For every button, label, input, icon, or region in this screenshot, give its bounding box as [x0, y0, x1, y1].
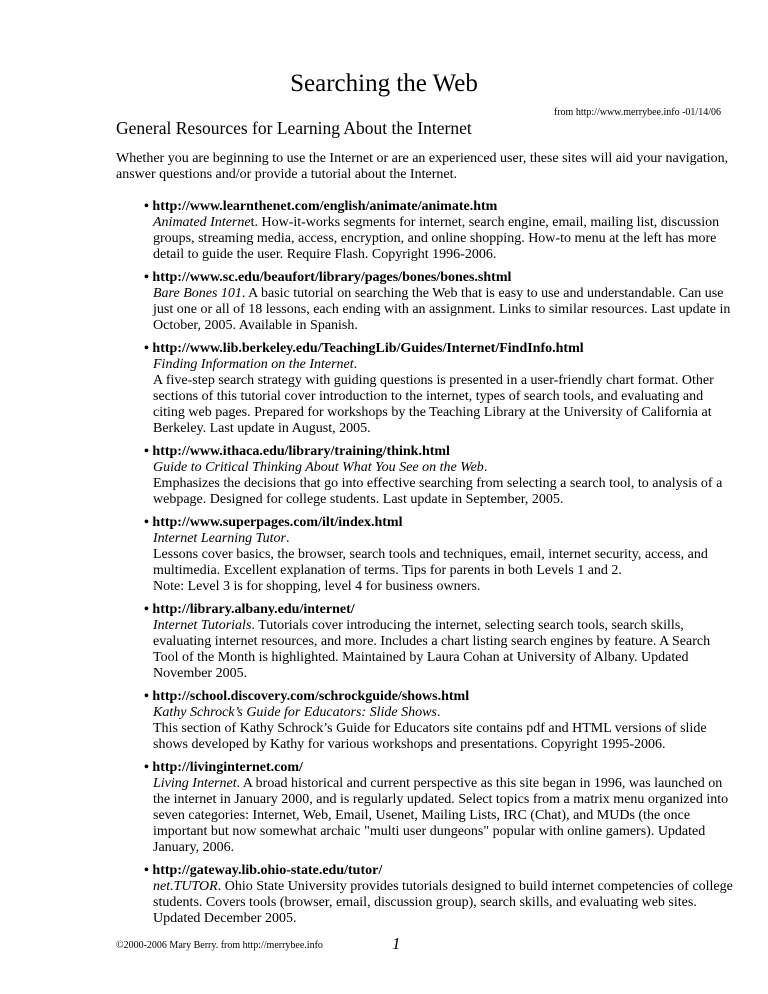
bullet-icon: • [144, 341, 149, 356]
bullet-icon: • [144, 602, 149, 617]
resource-title: Internet Learning Tutor [153, 531, 287, 546]
resource-item [144, 760, 737, 856]
resource-url-line [144, 602, 737, 618]
resource-url-line [144, 863, 737, 879]
page-title: Searching the Web [290, 70, 478, 97]
bullet-icon: • [144, 270, 149, 285]
resource-link[interactable]: http://www.learnthenet.com/english/animate/animate.htm [152, 199, 498, 214]
resource-title: Animated Interne [153, 215, 251, 230]
resource-title-punct: . [436, 705, 441, 720]
resource-item [144, 863, 737, 927]
resource-title-punct: . [286, 531, 290, 546]
bullet-icon: • [144, 199, 149, 214]
resource-link[interactable]: http://www.sc.edu/beaufort/library/pages/bones/bones.shtml [152, 270, 512, 285]
resource-description [153, 618, 737, 682]
resource-paragraph [153, 357, 737, 373]
resource-title: Internet Tutorials [153, 618, 252, 633]
resource-link[interactable]: http://school.discovery.com/schrockguide/shows.html [152, 689, 470, 704]
source-note: from http://www.merrybee.info -01/14/06 [553, 107, 721, 118]
resource-paragraph [153, 618, 737, 682]
resource-paragraph: A five-step search strategy with guiding questions is presented in a user-friendly chart format. Other sections of this tutorial cover introduction to the internet, types of search tools, and evaluating and citing web pages. Prepared for workshops by the Teaching Library at the University of California at Berkeley. Last update in August, 2005. [153, 373, 714, 436]
resource-link[interactable]: http://gateway.lib.ohio-state.edu/tutor/ [152, 863, 383, 878]
resource-paragraph [153, 776, 737, 856]
resource-text: Tutorials cover introducing the internet, selecting search tools, search skills, evaluating internet resources, and more. Includes a chart listing search engines by feature. A Search Tool of the Month is highlighted. Maintained by Laura Cohan at University of Albany. Updated November 2005. [153, 618, 711, 681]
resource-description [153, 286, 737, 334]
resource-item [144, 689, 737, 753]
resource-url-line [144, 341, 737, 357]
resource-url-line [144, 515, 737, 531]
resource-item [144, 444, 737, 508]
bullet-icon: • [144, 689, 149, 704]
resource-description [153, 215, 737, 263]
resource-url-line [144, 760, 737, 776]
resource-title-punct: . [236, 776, 241, 791]
resource-title: Living Internet [153, 776, 237, 791]
resource-link[interactable]: http://www.superpages.com/ilt/index.html [152, 515, 403, 530]
section-heading: General Resources for Learning About the Internet [116, 118, 472, 138]
resource-paragraph [153, 460, 737, 476]
resource-title: Guide to Critical Thinking About What You See on the Web [153, 460, 484, 475]
resource-text: A basic tutorial on searching the Web that is easy to use and understandable. Can use just one or all of 18 lessons, each ending with an assignment. Links to similar resources. Last update in October, 2005. Available in Spanish. [153, 286, 731, 333]
resource-url-line [144, 199, 737, 215]
resource-paragraph: Note: Level 3 is for shopping, level 4 for business owners. [153, 579, 481, 594]
resource-link[interactable]: http://www.lib.berkeley.edu/TeachingLib/Guides/Internet/FindInfo.html [152, 341, 584, 356]
resource-paragraph: Emphasizes the decisions that go into effective searching from selecting a search tool, to analysis of a webpage. Designed for college students. Last update in September, 2005. [153, 476, 723, 507]
resource-paragraph: This section of Kathy Schrock’s Guide for Educators site contains pdf and HTML versions of slide shows developed by Kathy for various workshops and presentations. Copyright 1995-2006. [153, 721, 707, 752]
bullet-icon: • [144, 760, 149, 775]
resource-text: Ohio State University provides tutorials designed to build internet competencies of college students. Covers tools (browser, email, discussion group), search skills, and evaluating web sites. Updated December 2005. [153, 879, 733, 926]
resource-title-punct: . [217, 879, 222, 894]
resource-text: How-it-works segments for internet, search engine, email, mailing list, discussion groups, streaming media, access, encryption, and online shopping. How-to menu at the left has more detail to guide the user. Require Flash. Copyright 1996-2006. [153, 215, 720, 262]
resource-item [144, 602, 737, 682]
resource-url-line [144, 444, 737, 460]
resource-paragraph [153, 879, 737, 927]
intro-paragraph: Whether you are beginning to use the Internet or are an experienced user, these sites will aid your navigation, answer questions and/or provide a tutorial about the Internet. [116, 151, 729, 182]
resource-link[interactable]: http://library.albany.edu/internet/ [152, 602, 355, 617]
resource-title-punct: . [251, 618, 255, 633]
resource-list [144, 199, 737, 934]
footer-copyright: ©2000-2006 Mary Berry. from http://merrybee.info [116, 940, 323, 951]
resource-description [153, 531, 737, 595]
resource-paragraph [153, 531, 737, 547]
resource-item [144, 341, 737, 437]
bullet-icon: • [144, 515, 149, 530]
resource-item [144, 270, 737, 334]
resource-item [144, 199, 737, 263]
resource-paragraph [153, 215, 737, 263]
resource-title-punct: t. [250, 215, 258, 230]
resource-title-punct: . [483, 460, 488, 475]
resource-paragraph [153, 286, 737, 334]
resource-description [153, 879, 737, 927]
resource-title: Finding Information on the Internet [153, 357, 354, 372]
bullet-icon: • [144, 444, 149, 459]
resource-url-line [144, 689, 737, 705]
resource-paragraph: Lessons cover basics, the browser, search tools and techniques, email, internet security, access, and multimedia. Excellent explanation of terms. Tips for parents in both Levels 1 and 2. [153, 547, 708, 578]
resource-title: Kathy Schrock’s Guide for Educators: Slide Shows [153, 705, 437, 720]
page-number: 1 [392, 934, 401, 953]
resource-description [153, 705, 737, 753]
resource-description [153, 460, 737, 508]
resource-description [153, 357, 737, 437]
resource-link[interactable]: http://www.ithaca.edu/library/training/think.html [152, 444, 450, 459]
resource-title: Bare Bones 101 [153, 286, 242, 301]
resource-title-punct: . [241, 286, 246, 301]
resource-text: A broad historical and current perspective as this site began in 1996, was launched on the internet in January 2000, and is regularly updated. Select topics from a matrix menu organized into seven categories: Internet, Web, Email, Usenet, Mailing Lists, IRC (Chat), and MUDs (the once important but now somewhat archaic "multi user dungeons" popular with online gamers). Updated January, 2006. [153, 776, 729, 855]
resource-title: net.TUTOR [153, 879, 218, 894]
resource-item [144, 515, 737, 595]
resource-link[interactable]: http://livinginternet.com/ [152, 760, 303, 775]
resource-title-punct: . [353, 357, 358, 372]
resource-description [153, 776, 737, 856]
bullet-icon: • [144, 863, 149, 878]
resource-url-line [144, 270, 737, 286]
resource-paragraph [153, 705, 737, 721]
